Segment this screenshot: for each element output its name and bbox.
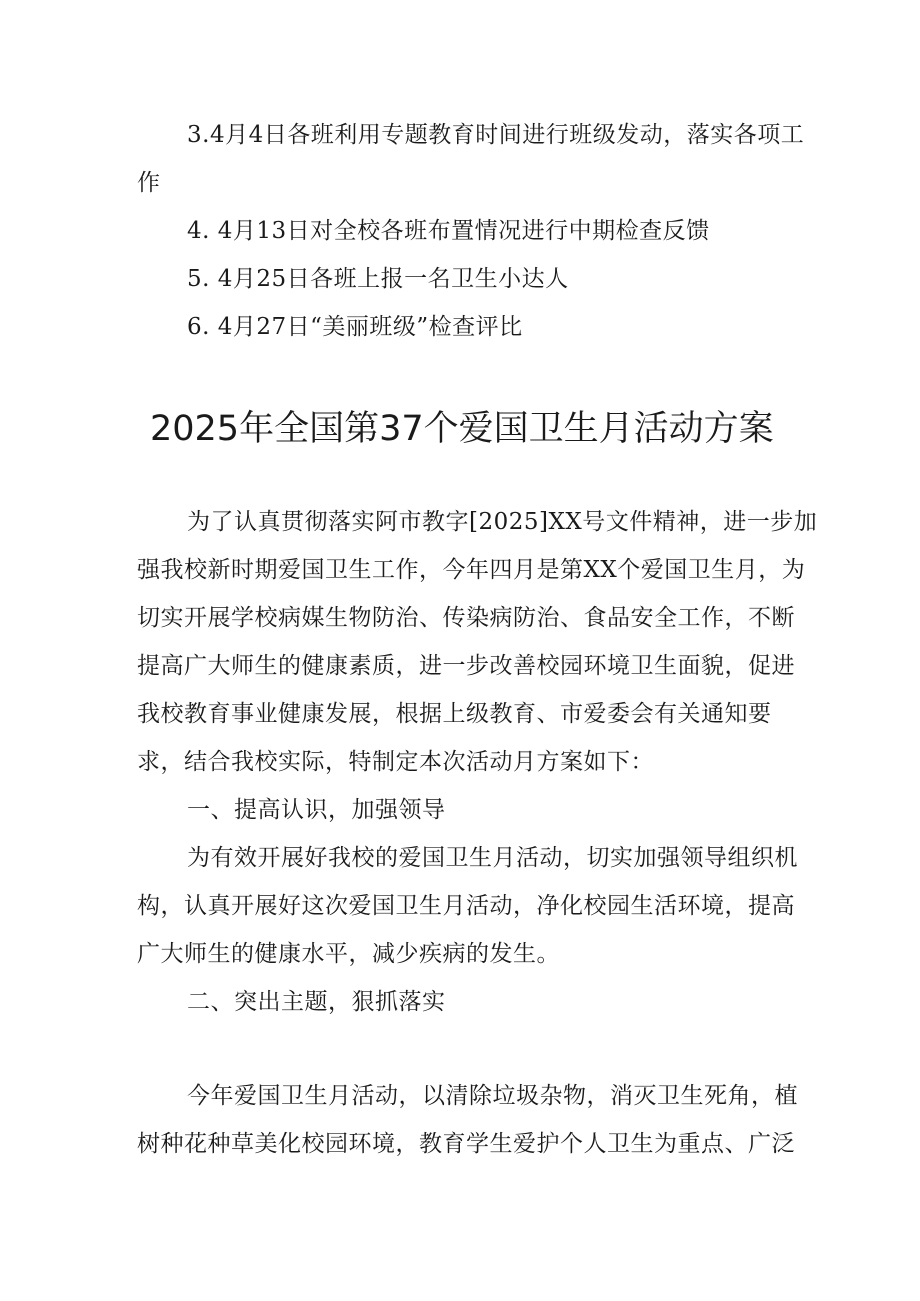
document-title: 2025年全国第37个爱国卫生月活动方案: [150, 409, 774, 449]
section-1-line-2: 构，认真开展好这次爱国卫生月活动，净化校园生活环境，提高: [137, 893, 795, 919]
section-1-line-3: 广大师生的健康水平，减少疾病的发生。: [137, 941, 560, 967]
schedule-item-5: 5. 4月25日各班上报一名卫生小达人: [187, 266, 569, 292]
schedule-item-3: 3.4月4日各班利用专题教育时间进行班级发动，落实各项工: [187, 122, 805, 148]
intro-line-5: 我校教育事业健康发展，根据上级教育、市爱委会有关通知要: [137, 701, 772, 727]
intro-line-2: 强我校新时期爱国卫生工作，今年四月是第XX个爱国卫生月，为: [137, 557, 806, 583]
intro-line-4: 提高广大师生的健康素质，进一步改善校园环境卫生面貌，促进: [137, 653, 795, 679]
section-1-line-1: 为有效开展好我校的爱国卫生月活动，切实加强领导组织机: [187, 845, 798, 871]
section-2-line-2: 树种花种草美化校园环境，教育学生爱护个人卫生为重点、广泛: [137, 1131, 795, 1157]
intro-line-3: 切实开展学校病媒生物防治、传染病防治、食品安全工作，不断: [137, 605, 795, 631]
schedule-item-4: 4. 4月13日对全校各班布置情况进行中期检查反馈: [187, 218, 710, 244]
section-1-heading: 一、提高认识，加强领导: [187, 797, 446, 823]
intro-line-6: 求，结合我校实际，特制定本次活动月方案如下：: [137, 749, 654, 775]
section-2-line-1: 今年爱国卫生月活动，以清除垃圾杂物，消灭卫生死角，植: [187, 1083, 798, 1109]
section-2-heading: 二、突出主题，狠抓落实: [187, 989, 446, 1015]
intro-line-1: 为了认真贯彻落实阿市教字[2025]XX号文件精神，进一步加: [187, 509, 818, 535]
schedule-item-6: 6. 4月27日“美丽班级”检查评比: [187, 314, 523, 340]
schedule-item-3-continued: 作: [137, 170, 161, 196]
